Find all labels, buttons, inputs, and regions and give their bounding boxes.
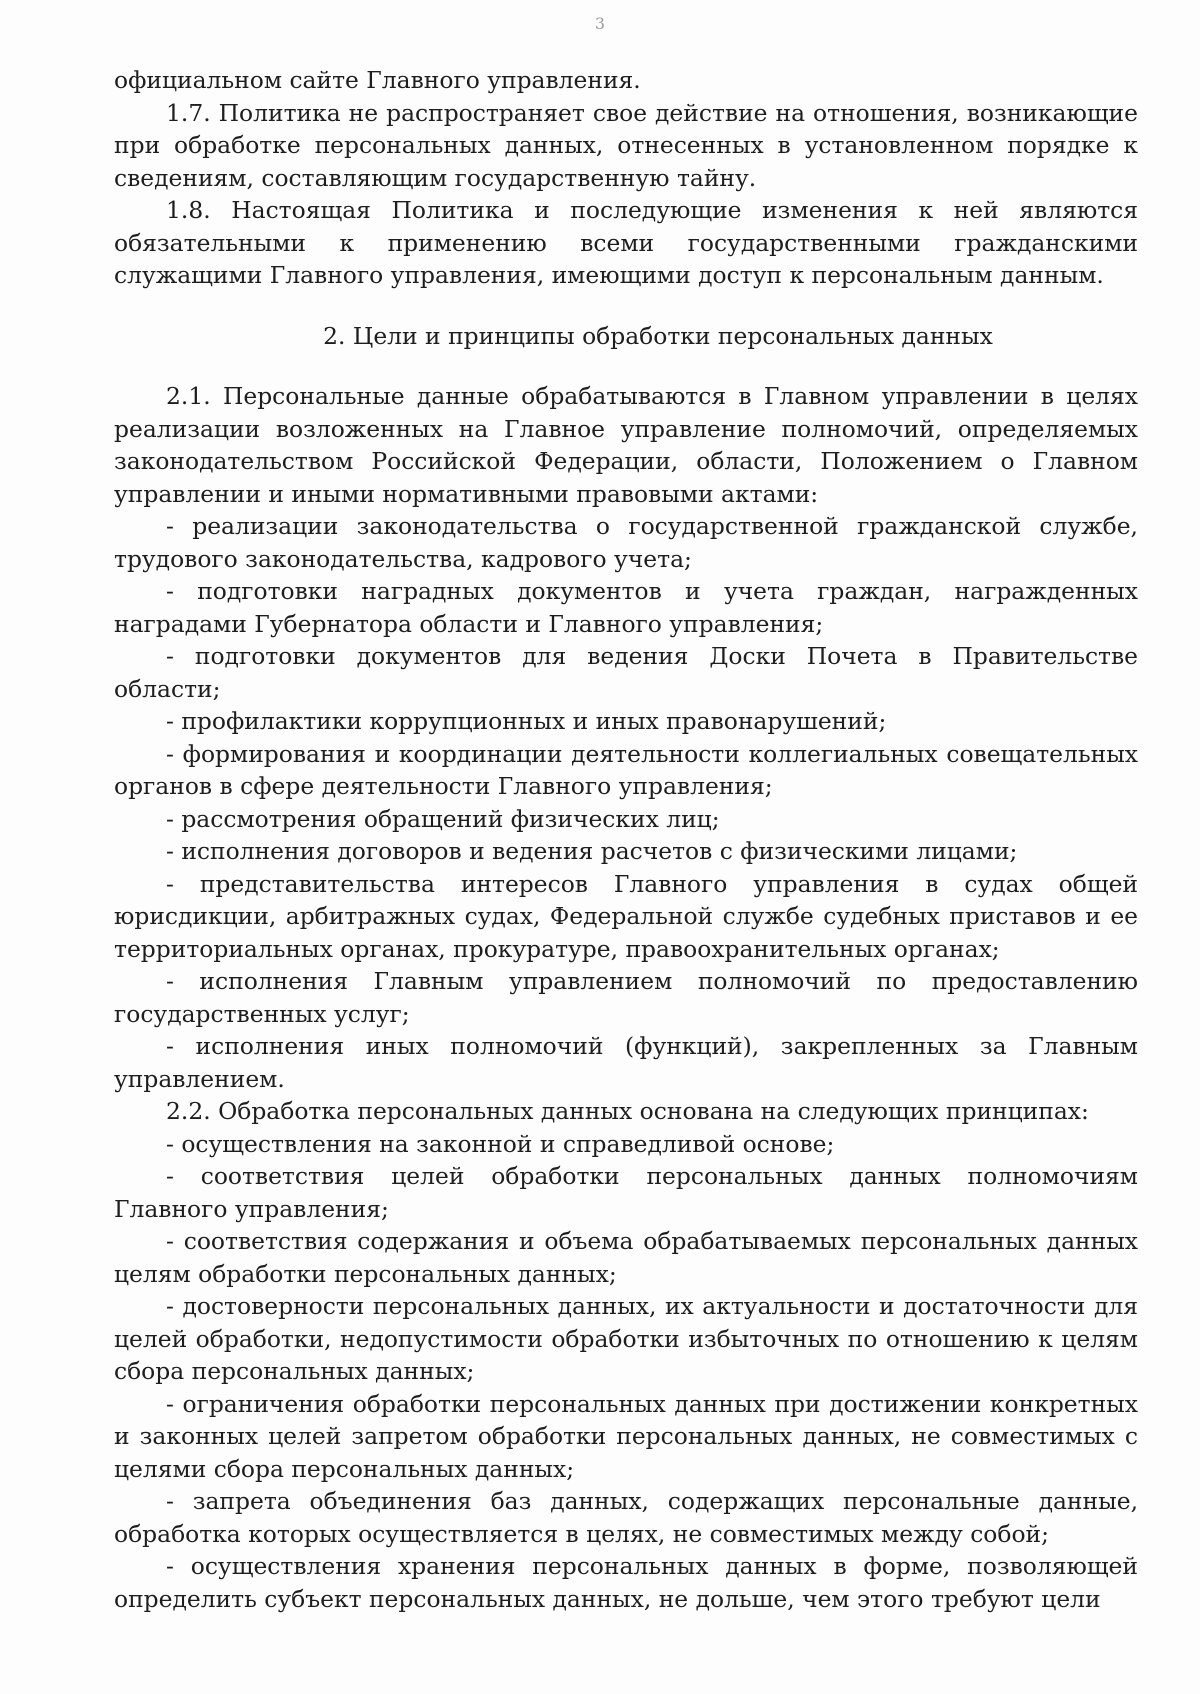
page-number: 3	[594, 14, 606, 33]
purpose-item: - представительства интересов Главного управления в судах общей юрисдикции, арбитражных судах, Федеральной службе судебных приставов и ее территориальных органах, прокуратуре, правоохранительных органах;	[114, 869, 1138, 963]
principle-item: - достоверности персональных данных, их актуальности и достаточности для целей обработки, недопустимости обработки избыточных по отношению к целям сбора персональных данных;	[114, 1292, 1138, 1385]
purpose-item: - исполнения договоров и ведения расчетов с физическими лицами;	[166, 837, 1018, 865]
purpose-item: - исполнения иных полномочий (функций), закрепленных за Главным управлением.	[114, 1032, 1138, 1093]
purpose-item: - формирования и координации деятельности коллегиальных совещательных органов в сфере деятельности Главного управления;	[114, 739, 1138, 800]
purpose-item: - рассмотрения обращений физических лиц;	[166, 804, 720, 833]
purpose-item: - исполнения Главным управлением полномочий по предоставлению государственных услуг;	[114, 967, 1138, 1028]
paragraph-2-2: 2.2. Обработка персональных данных основана на следующих принципах:	[166, 1097, 1089, 1125]
purpose-item: - подготовки документов для ведения Доски Почета в Правительстве области;	[114, 642, 1138, 703]
purpose-item: - подготовки наградных документов и учета граждан, награжденных наградами Губернатора области и Главного управления;	[114, 577, 1138, 638]
principle-item: - запрета объединения баз данных, содержащих персональные данные, обработка которых осуществляется в целях, не совместимых между собой;	[114, 1487, 1138, 1548]
principle-item: - осуществления хранения персональных данных в форме, позволяющей определить субъект персональных данных, не дольше, чем этого требуют цели	[114, 1552, 1138, 1613]
paragraph-2-1: 2.1. Персональные данные обрабатываются в Главном управлении в целях реализации возложенных на Главное управление полномочий, определяемых законодательством Российской Федерации, области, Положением о Главном управлении и иными нормативными правовыми актами:	[114, 382, 1138, 508]
principle-item: - соответствия содержания и объема обрабатываемых персональных данных целям обработки персональных данных;	[114, 1227, 1138, 1288]
principle-item: - соответствия целей обработки персональных данных полномочиям Главного управления;	[114, 1162, 1138, 1223]
purpose-item: - профилактики коррупционных и иных правонарушений;	[166, 707, 887, 735]
principle-item: - ограничения обработки персональных данных при достижении конкретных и законных целей запретом обработки персональных данных, не совместимых с целями сбора персональных данных;	[114, 1389, 1138, 1483]
paragraph-1-7: 1.7. Политика не распространяет свое действие на отношения, возникающие при обработке персональных данных, отнесенных в установленном порядке к сведениям, составляющим государственную тайну.	[114, 98, 1138, 192]
principle-item: - осуществления на законной и справедливой основе;	[166, 1129, 835, 1158]
paragraph-1-8: 1.8. Настоящая Политика и последующие изменения к ней являются обязательными к применению всеми государственными гражданскими служащими Главного управления, имеющими доступ к персональным данным.	[114, 196, 1138, 289]
document-body	[114, 64, 1138, 1615]
section-heading-2: 2. Цели и принципы обработки персональных данных	[323, 321, 993, 350]
purpose-item: - реализации законодательства о государственной гражданской службе, трудового законодательства, кадрового учета;	[114, 512, 1138, 573]
paragraph-continuation: официальном сайте Главного управления.	[114, 66, 641, 94]
